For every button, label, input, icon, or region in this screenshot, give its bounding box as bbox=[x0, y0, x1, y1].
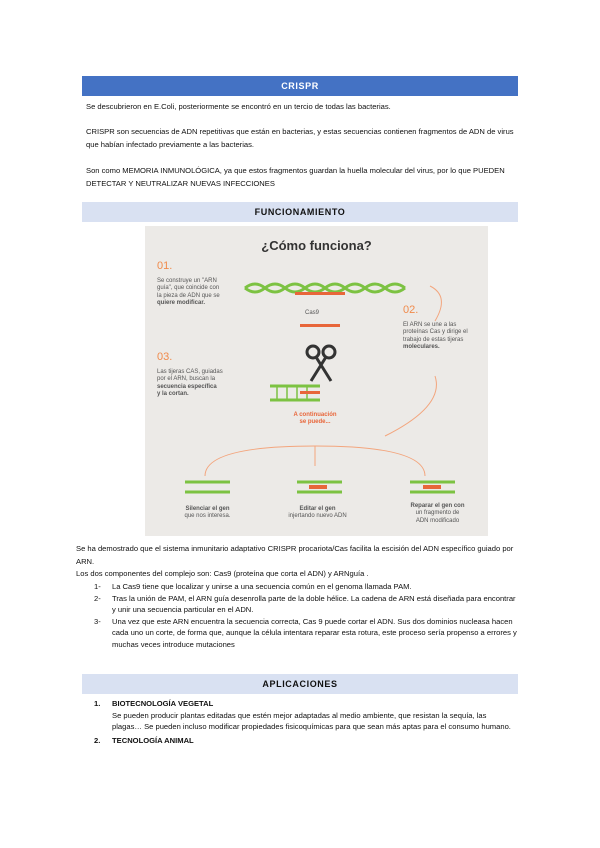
intro-paragraph-2: CRISPR son secuencias de ADN repetitivas que están en bacterias, y estas secuencias contienen fragmentos de ADN de virus que habían infectado previamente a las bacterias. bbox=[86, 127, 514, 149]
after-paragraph-1: Se ha demostrado que el sistema inmunitario adaptativo CRISPR procariota/Cas facilita la escisión del ADN específico guiado por ARN. bbox=[76, 544, 514, 566]
step2-text: El ARN se une a las proteínas Cas y dirige el trabajo de estas tijeras moleculares. bbox=[403, 322, 468, 351]
option-repair: Reparar el gen con un fragmento de ADN modificado bbox=[410, 503, 465, 524]
list-item: 1- La Cas9 tiene que localizar y unirse a una secuencia común en el genoma llamada PAM. bbox=[94, 582, 412, 591]
step1-text: Se construye un "ARN guía", que coincide con la pieza de ADN que se quiere modificar. bbox=[157, 278, 220, 307]
scissors-icon bbox=[307, 346, 335, 381]
continuation-text: A continuación se puede... bbox=[293, 412, 337, 426]
step1-number: 01. bbox=[157, 260, 173, 272]
step2-number: 02. bbox=[403, 304, 419, 316]
figure-title: ¿Cómo funciona? bbox=[261, 238, 372, 253]
intro-paragraph-3: Son como MEMORIA INMUNOLÓGICA, ya que estos fragmentos guardan la huella molecular del virus, por lo que PUEDEN DETECTAR Y NEUTRALIZAR NUEVAS INFECCIONES bbox=[86, 166, 505, 188]
step3-text: Las tijeras CAS, guiadas por el ARN, buscan la secuencia específica y la cortan. bbox=[157, 369, 223, 398]
intro-paragraph-1: Se descubrieron en E.Coli, posteriormente se encontró en un tercio de todas las bacterias. bbox=[86, 102, 391, 111]
option-silence: Silenciar el gen que nos interesa. bbox=[184, 506, 231, 520]
page-title: CRISPR bbox=[82, 76, 518, 96]
crispr-figure bbox=[145, 226, 488, 536]
list-item: 3- Una vez que este ARN encuentra la secuencia correcta, Cas 9 puede cortar el ADN. Sus dos dominios nucleasa hacen cada uno un corte, de forma que, aunque la célula intentara reparar esta rotura, este proceso sería propenso a errores y muchas veces introduce mutaciones bbox=[94, 616, 517, 649]
list-item: 2. TECNOLOGÍA ANIMAL bbox=[94, 735, 194, 745]
section-heading-funcionamiento: FUNCIONAMIENTO bbox=[82, 202, 518, 222]
after-paragraph-2: Los dos componentes del complejo son: Cas9 (proteína que corta el ADN) y ARNguía . bbox=[76, 569, 369, 578]
applications-list bbox=[86, 698, 518, 746]
section-heading-aplicaciones: APLICACIONES bbox=[82, 674, 518, 694]
process-steps-list bbox=[86, 581, 518, 651]
cas9-label: Cas9 bbox=[305, 310, 320, 316]
step3-number: 03. bbox=[157, 351, 173, 363]
list-item: 1. BIOTECNOLOGÍA VEGETAL Se pueden producir plantas editadas que estén mejor adaptadas al medio ambiente, que resistan la sequía, las plagas… Se pueden incluso modificar propiedades fisicoquímicas para que sean más aptas para el consumo humano. bbox=[94, 699, 511, 732]
list-item: 2- Tras la unión de PAM, el ARN guía desenrolla parte de la doble hélice. La cadena de ARN está diseñada para encontrar y unir una secuencia particular en el ADN. bbox=[94, 593, 516, 615]
option-edit: Editar el gen injertando nuevo ADN bbox=[288, 506, 347, 520]
